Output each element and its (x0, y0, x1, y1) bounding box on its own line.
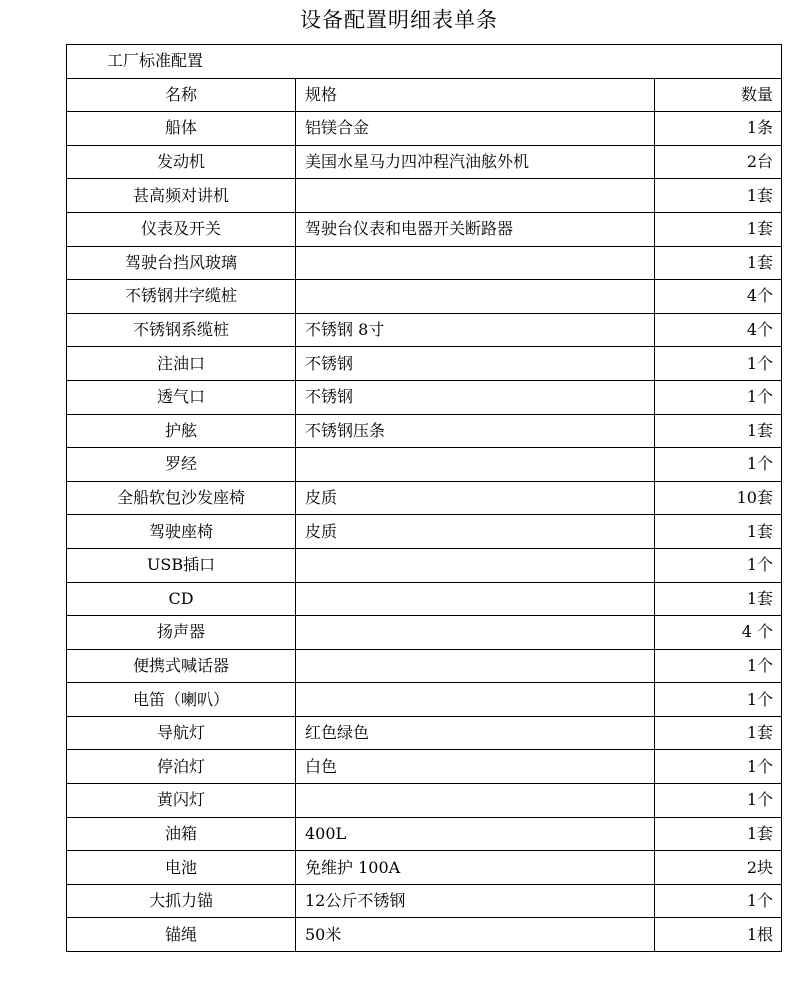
item-spec-cell (296, 246, 655, 280)
item-qty-cell: 1个 (655, 884, 782, 918)
item-name-cell: 船体 (67, 112, 296, 146)
item-spec-cell: 铝镁合金 (296, 112, 655, 146)
item-qty-cell: 1个 (655, 380, 782, 414)
table-row (67, 784, 782, 818)
item-name-cell: 护舷 (67, 414, 296, 448)
item-qty-cell: 1个 (655, 649, 782, 683)
item-spec-cell (296, 280, 655, 314)
table-row (67, 145, 782, 179)
table-row (67, 750, 782, 784)
table-row (67, 347, 782, 381)
column-header-qty: 数量 (655, 78, 782, 112)
item-qty-cell: 1套 (655, 716, 782, 750)
item-spec-cell: 美国水星马力四冲程汽油舷外机 (296, 145, 655, 179)
table-row (67, 548, 782, 582)
item-spec-cell: 皮质 (296, 515, 655, 549)
item-spec-cell: 50米 (296, 918, 655, 952)
table-row (67, 616, 782, 650)
item-spec-cell (296, 683, 655, 717)
table-row (67, 817, 782, 851)
item-name-cell: 黄闪灯 (67, 784, 296, 818)
item-qty-cell: 1套 (655, 179, 782, 213)
item-name-cell: 停泊灯 (67, 750, 296, 784)
item-qty-cell: 4 个 (655, 616, 782, 650)
item-name-cell: USB插口 (67, 548, 296, 582)
column-header-name: 名称 (67, 78, 296, 112)
item-qty-cell: 1根 (655, 918, 782, 952)
item-qty-cell: 4个 (655, 280, 782, 314)
item-qty-cell: 1个 (655, 750, 782, 784)
item-spec-cell: 不锈钢 (296, 347, 655, 381)
section-label: 工厂标准配置 (67, 45, 782, 79)
item-name-cell: 全船软包沙发座椅 (67, 481, 296, 515)
item-qty-cell: 2台 (655, 145, 782, 179)
item-name-cell: 甚高频对讲机 (67, 179, 296, 213)
item-qty-cell: 1条 (655, 112, 782, 146)
equipment-table (66, 44, 782, 952)
item-name-cell: 扬声器 (67, 616, 296, 650)
item-spec-cell (296, 548, 655, 582)
item-name-cell: 仪表及开关 (67, 212, 296, 246)
table-row (67, 280, 782, 314)
item-spec-cell: 免维护 100A (296, 851, 655, 885)
table-row (67, 918, 782, 952)
table-row (67, 582, 782, 616)
item-spec-cell (296, 179, 655, 213)
item-name-cell: 便携式喊话器 (67, 649, 296, 683)
item-qty-cell: 1个 (655, 683, 782, 717)
table-row (67, 380, 782, 414)
item-name-cell: 驾驶台挡风玻璃 (67, 246, 296, 280)
item-name-cell: 大抓力锚 (67, 884, 296, 918)
item-name-cell: 驾驶座椅 (67, 515, 296, 549)
item-spec-cell: 400L (296, 817, 655, 851)
item-name-cell: 电笛（喇叭） (67, 683, 296, 717)
item-qty-cell: 4个 (655, 313, 782, 347)
item-name-cell: CD (67, 582, 296, 616)
item-qty-cell: 10套 (655, 481, 782, 515)
item-spec-cell: 不锈钢 (296, 380, 655, 414)
item-name-cell: 不锈钢系缆桩 (67, 313, 296, 347)
item-qty-cell: 1套 (655, 212, 782, 246)
item-name-cell: 锚绳 (67, 918, 296, 952)
item-name-cell: 发动机 (67, 145, 296, 179)
item-name-cell: 电池 (67, 851, 296, 885)
table-row (67, 851, 782, 885)
table-row (67, 112, 782, 146)
item-name-cell: 油箱 (67, 817, 296, 851)
document-title: 设备配置明细表单条 (300, 8, 498, 32)
item-spec-cell: 不锈钢压条 (296, 414, 655, 448)
item-spec-cell (296, 448, 655, 482)
item-qty-cell: 1套 (655, 414, 782, 448)
item-spec-cell: 12公斤不锈钢 (296, 884, 655, 918)
item-qty-cell: 1个 (655, 548, 782, 582)
item-name-cell: 罗经 (67, 448, 296, 482)
table-row (67, 515, 782, 549)
item-qty-cell: 1个 (655, 347, 782, 381)
item-name-cell: 不锈钢井字缆桩 (67, 280, 296, 314)
item-qty-cell: 1套 (655, 817, 782, 851)
table-row (67, 649, 782, 683)
table-row (67, 884, 782, 918)
item-name-cell: 导航灯 (67, 716, 296, 750)
item-qty-cell: 2块 (655, 851, 782, 885)
item-qty-cell: 1套 (655, 515, 782, 549)
item-spec-cell (296, 784, 655, 818)
table-row (67, 448, 782, 482)
table-row (67, 212, 782, 246)
item-spec-cell (296, 649, 655, 683)
table-row (67, 414, 782, 448)
table-body (67, 45, 782, 952)
table-row (67, 716, 782, 750)
column-header-spec: 规格 (296, 78, 655, 112)
table-row (67, 246, 782, 280)
item-name-cell: 注油口 (67, 347, 296, 381)
table-row (67, 313, 782, 347)
item-qty-cell: 1个 (655, 784, 782, 818)
item-spec-cell: 驾驶台仪表和电器开关断路器 (296, 212, 655, 246)
header-row (67, 78, 782, 112)
item-spec-cell: 红色绿色 (296, 716, 655, 750)
item-spec-cell: 不锈钢 8寸 (296, 313, 655, 347)
item-qty-cell: 1个 (655, 448, 782, 482)
item-spec-cell: 白色 (296, 750, 655, 784)
item-qty-cell: 1套 (655, 246, 782, 280)
item-name-cell: 透气口 (67, 380, 296, 414)
table-row (67, 481, 782, 515)
item-spec-cell (296, 582, 655, 616)
item-spec-cell (296, 616, 655, 650)
item-spec-cell: 皮质 (296, 481, 655, 515)
section-row (67, 45, 782, 79)
table-row (67, 179, 782, 213)
item-qty-cell: 1套 (655, 582, 782, 616)
table-row (67, 683, 782, 717)
